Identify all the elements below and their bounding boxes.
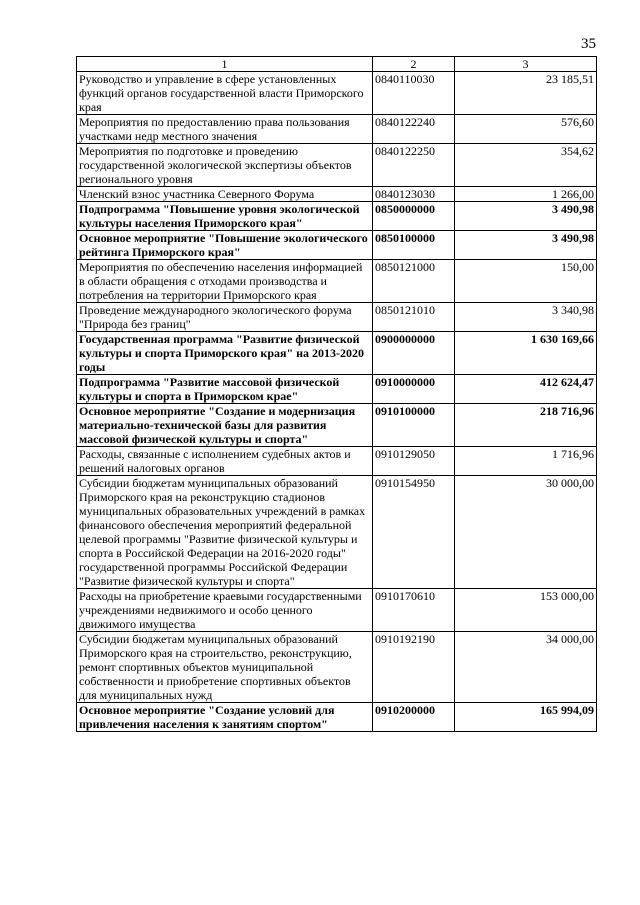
- row-name-cell: Субсидии бюджетам муниципальных образований Приморского края на строительство, реконструкцию, ремонт спортивных объектов муниципальной собственности и приобретение спортивных объектов для муниципальных нужд: [77, 632, 373, 703]
- table-row: [77, 202, 597, 231]
- row-code-cell: 0850121010: [373, 303, 455, 332]
- row-amount-cell: 3 490,98: [455, 202, 597, 231]
- table-row: [77, 144, 597, 187]
- table-row: [77, 332, 597, 375]
- row-code-cell: 0840110030: [373, 72, 455, 115]
- column-header: 3: [455, 57, 597, 72]
- row-amount-cell: 1 266,00: [455, 187, 597, 202]
- row-name-cell: Мероприятия по предоставлению права пользования участками недр местного значения: [77, 115, 373, 144]
- row-amount-cell: 218 716,96: [455, 404, 597, 447]
- table-row: [77, 303, 597, 332]
- row-amount-cell: 30 000,00: [455, 476, 597, 589]
- row-amount-cell: 150,00: [455, 260, 597, 303]
- row-name-cell: Основное мероприятие "Создание условий для привлечения населения к занятиям спортом": [77, 703, 373, 732]
- row-amount-cell: 3 340,98: [455, 303, 597, 332]
- row-name-cell: Расходы на приобретение краевыми государственными учреждениями недвижимого и особо ценного движимого имущества: [77, 589, 373, 632]
- row-code-cell: 0850000000: [373, 202, 455, 231]
- table-row: [77, 115, 597, 144]
- row-name-cell: Мероприятия по подготовке и проведению государственной экологической экспертизы объектов регионального уровня: [77, 144, 373, 187]
- row-code-cell: 0910192190: [373, 632, 455, 703]
- row-code-cell: 0850100000: [373, 231, 455, 260]
- table-body: [77, 72, 597, 732]
- table-row: [77, 72, 597, 115]
- row-name-cell: Проведение международного экологического форума "Природа без границ": [77, 303, 373, 332]
- table-row: [77, 447, 597, 476]
- row-amount-cell: 165 994,09: [455, 703, 597, 732]
- row-name-cell: Государственная программа "Развитие физической культуры и спорта Приморского края" на 2013-2020 годы: [77, 332, 373, 375]
- table-row: [77, 260, 597, 303]
- row-name-cell: Расходы, связанные с исполнением судебных актов и решений налоговых органов: [77, 447, 373, 476]
- row-code-cell: 0910000000: [373, 375, 455, 404]
- row-code-cell: 0900000000: [373, 332, 455, 375]
- row-code-cell: 0840122240: [373, 115, 455, 144]
- row-name-cell: Мероприятия по обеспечению населения информацией в области обращения с отходами производства и потребления на территории Приморского края: [77, 260, 373, 303]
- row-name-cell: Членский взнос участника Северного Форума: [77, 187, 373, 202]
- row-amount-cell: 1 716,96: [455, 447, 597, 476]
- row-name-cell: Подпрограмма "Повышение уровня экологической культуры населения Приморского края": [77, 202, 373, 231]
- table-row: [77, 231, 597, 260]
- table-row: [77, 589, 597, 632]
- row-name-cell: Субсидии бюджетам муниципальных образований Приморского края на реконструкцию стадионов муниципальных образовательных учреждений в рамках финансового обеспечения мероприятий федеральной целевой программы "Развитие физической культуры и спорта в Российской Федерации на 2016-2020 годы" государственной программы Российской Федерации "Развитие физической культуры и спорта": [77, 476, 373, 589]
- row-amount-cell: 153 000,00: [455, 589, 597, 632]
- row-name-cell: Основное мероприятие "Повышение экологического рейтинга Приморского края": [77, 231, 373, 260]
- table-row: [77, 404, 597, 447]
- row-code-cell: 0850121000: [373, 260, 455, 303]
- row-amount-cell: 3 490,98: [455, 231, 597, 260]
- row-amount-cell: 1 630 169,66: [455, 332, 597, 375]
- row-code-cell: 0910170610: [373, 589, 455, 632]
- page-number: 35: [581, 36, 596, 52]
- row-code-cell: 0910154950: [373, 476, 455, 589]
- row-code-cell: 0910129050: [373, 447, 455, 476]
- table-row: [77, 632, 597, 703]
- row-amount-cell: 576,60: [455, 115, 597, 144]
- row-amount-cell: 354,62: [455, 144, 597, 187]
- row-code-cell: 0840122250: [373, 144, 455, 187]
- row-code-cell: 0910100000: [373, 404, 455, 447]
- row-name-cell: Подпрограмма "Развитие массовой физической культуры и спорта в Приморском крае": [77, 375, 373, 404]
- row-code-cell: 0910200000: [373, 703, 455, 732]
- column-header: 1: [77, 57, 373, 72]
- budget-table: [76, 56, 597, 732]
- column-header: 2: [373, 57, 455, 72]
- table-row: [77, 375, 597, 404]
- row-amount-cell: 34 000,00: [455, 632, 597, 703]
- table-row: [77, 187, 597, 202]
- row-amount-cell: 23 185,51: [455, 72, 597, 115]
- row-name-cell: Основное мероприятие "Создание и модернизация материально-технической базы для развития массовой физической культуры и спорта": [77, 404, 373, 447]
- row-amount-cell: 412 624,47: [455, 375, 597, 404]
- table-header-row: [77, 57, 597, 72]
- table-row: [77, 703, 597, 732]
- table-row: [77, 476, 597, 589]
- row-code-cell: 0840123030: [373, 187, 455, 202]
- row-name-cell: Руководство и управление в сфере установленных функций органов государственной власти Приморского края: [77, 72, 373, 115]
